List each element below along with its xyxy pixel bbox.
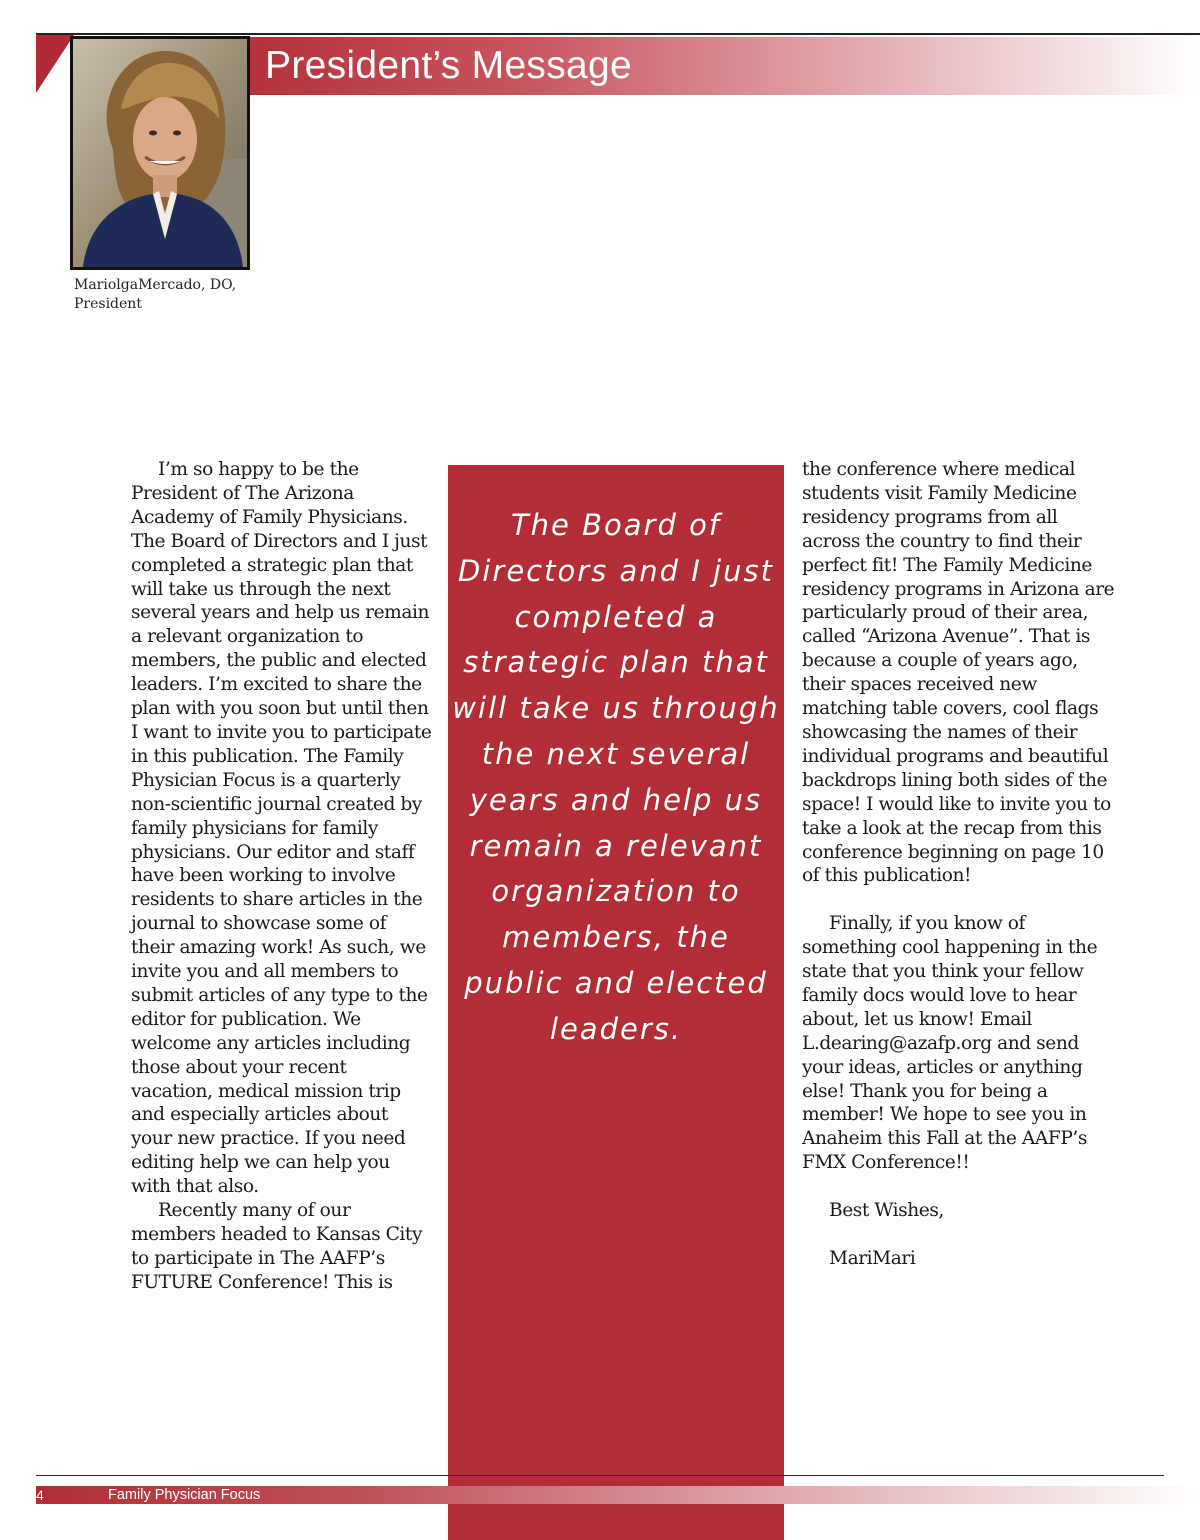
- article-paragraph: I’m so happy to be the President of The Arizona Academy of Family Physicians. The Board of Directors and I just completed a strategic plan that will take us through the next several years and help us remain a relevant organization to members, the public and elected leaders. I’m excited to share the plan with you soon but until then I want to invite you to participate in this publication. The Family Physician Focus is a quarterly non-scientific journal created by family physicians for family physicians. Our editor and staff have been working to involve residents to share articles in the journal to showcase some of their amazing work! As such, we invite you and all members to submit articles of any type to the editor for publication. We welcome any articles including those about your recent vacation, medical mission trip and especially articles about your new practice. If you need editing help we can help you with that also.: [131, 459, 432, 1198]
- caption-name: MariolgaMercado, DO,: [74, 277, 237, 293]
- portrait-image: [73, 39, 247, 267]
- footer-rule: [36, 1475, 1164, 1476]
- publication-name: Family Physician Focus: [108, 1487, 261, 1503]
- caption-role: President: [74, 296, 142, 312]
- article-column-right: [802, 458, 1117, 1271]
- closing-line: Best Wishes,: [829, 1200, 944, 1222]
- signature: MariMari: [829, 1247, 916, 1269]
- paragraph-spacer: [802, 888, 1117, 912]
- article-column-left: [131, 458, 433, 1295]
- article-paragraph: the conference where medical students visit Family Medicine residency programs from all across the country to find their perfect fit! The Family Medicine residency programs in Arizona are particularly proud of their area, called “Arizona Avenue”. That is because a couple of years ago, their spaces received new matching table covers, cool flags showcasing the names of their individual programs and beautiful backdrops lining both sides of the space! I would like to invite you to take a look at the recap from this conference beginning on page 10 of this publication!: [802, 459, 1115, 887]
- portrait-caption: [74, 276, 294, 314]
- president-portrait: [70, 36, 250, 270]
- paragraph-spacer: [802, 1175, 1117, 1199]
- header-corner-accent: [36, 35, 74, 93]
- article-paragraph: Recently many of our members headed to Kansas City to participate in The AAFP’s FUTURE Conference! This is: [131, 1200, 423, 1293]
- page-title: President’s Message: [265, 44, 633, 87]
- article-paragraph: Finally, if you know of something cool happening in the state that you think your fellow family docs would love to hear about, let us know! Email L.dearing@azafp.org and send your ideas, articles or anything else! Thank you for being a member! We hope to see you in Anaheim this Fall at the AAFP’s FMX Conference!!: [802, 913, 1098, 1174]
- pull-quote-panel: [448, 465, 784, 1540]
- page-number: 4: [36, 1487, 44, 1503]
- paragraph-spacer: [802, 1223, 1117, 1247]
- pull-quote-text: The Board of Directors and I just completed a strategic plan that will take us through the next several years and help us remain a relevant organization to members, the public and elected leaders.: [452, 508, 780, 1046]
- header-top-rule: [36, 33, 1200, 35]
